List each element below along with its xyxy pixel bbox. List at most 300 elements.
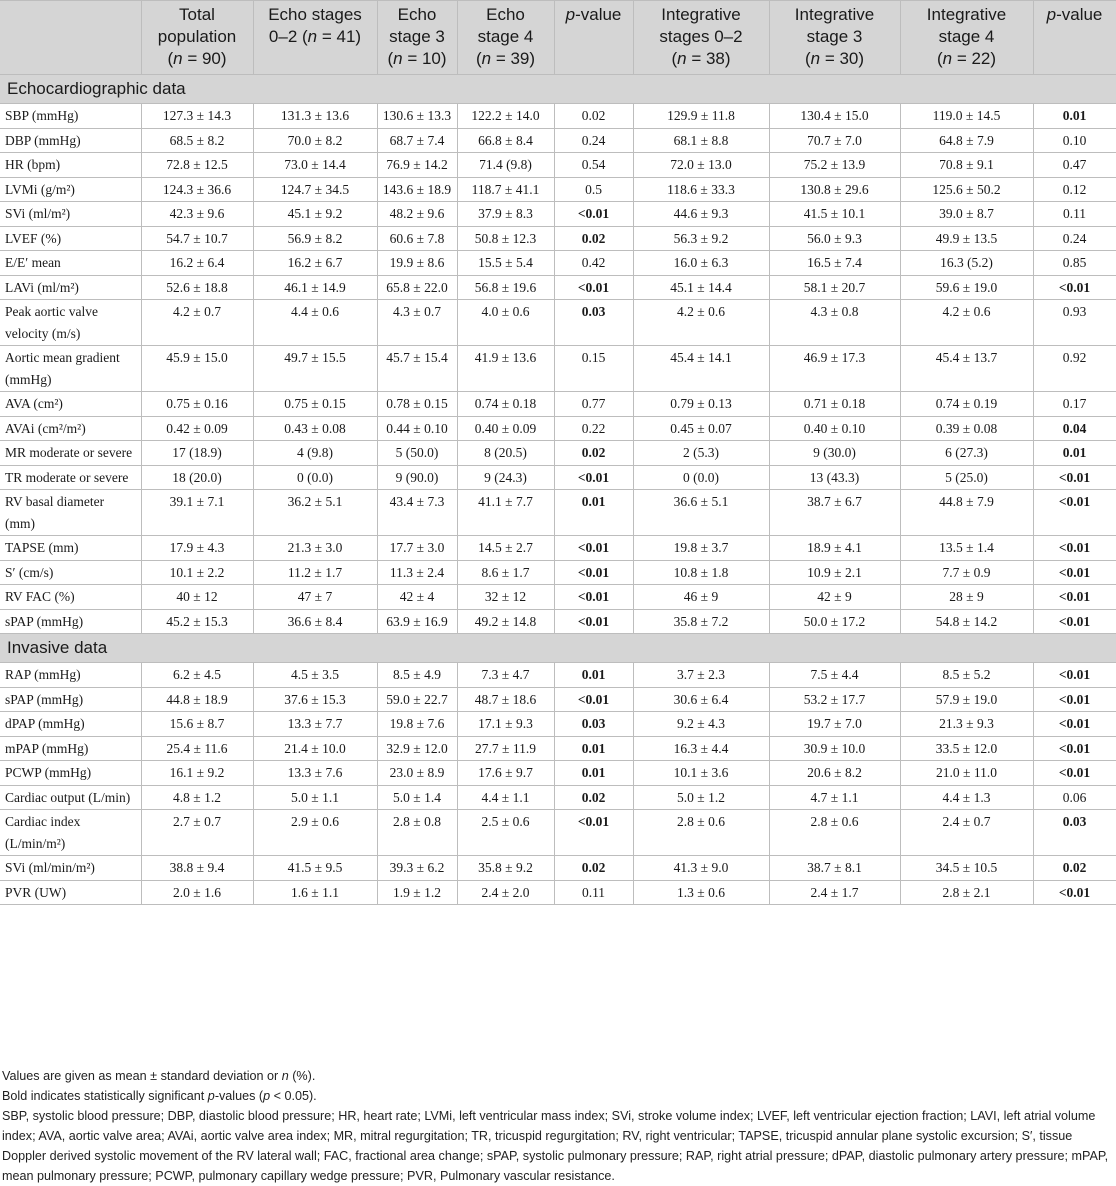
value-cell: 8.5 ± 4.9 <box>377 663 457 688</box>
column-header-line: p-value <box>565 5 622 24</box>
value-cell: 73.0 ± 14.4 <box>253 153 377 178</box>
p-value-cell: <0.01 <box>554 275 633 300</box>
value-cell: 70.0 ± 8.2 <box>253 128 377 153</box>
column-header-line: Integrative <box>794 5 875 24</box>
value-cell: 32 ± 12 <box>457 585 554 610</box>
value-cell: 21.3 ± 3.0 <box>253 536 377 561</box>
value-cell: 1.6 ± 1.1 <box>253 880 377 905</box>
p-value-cell: 0.01 <box>1033 441 1116 466</box>
table-row <box>0 880 1116 905</box>
column-header-line: Echo <box>397 5 437 24</box>
p-value-cell: 0.01 <box>554 663 633 688</box>
value-cell: 41.9 ± 13.6 <box>457 346 554 392</box>
value-cell: 45.9 ± 15.0 <box>141 346 253 392</box>
value-cell: 70.8 ± 9.1 <box>900 153 1033 178</box>
column-header-total <box>141 1 253 75</box>
value-cell: 42 ± 4 <box>377 585 457 610</box>
p-value-cell: 0.03 <box>1033 810 1116 856</box>
value-cell: 17 (18.9) <box>141 441 253 466</box>
column-header-line: (n = 38) <box>671 49 731 68</box>
table-row <box>0 465 1116 490</box>
value-cell: 42.3 ± 9.6 <box>141 202 253 227</box>
value-cell: 9 (30.0) <box>769 441 900 466</box>
header-row <box>0 1 1116 75</box>
value-cell: 4.2 ± 0.7 <box>141 300 253 346</box>
p-value-cell: <0.01 <box>1033 880 1116 905</box>
value-cell: 59.0 ± 22.7 <box>377 687 457 712</box>
value-cell: 65.8 ± 22.0 <box>377 275 457 300</box>
row-label: TAPSE (mm) <box>0 536 141 561</box>
p-value-cell: <0.01 <box>554 560 633 585</box>
row-label: SVi (ml/min/m²) <box>0 856 141 881</box>
value-cell: 17.9 ± 4.3 <box>141 536 253 561</box>
value-cell: 11.3 ± 2.4 <box>377 560 457 585</box>
value-cell: 76.9 ± 14.2 <box>377 153 457 178</box>
p-value-cell: <0.01 <box>554 687 633 712</box>
value-cell: 56.8 ± 19.6 <box>457 275 554 300</box>
column-header-label <box>0 1 141 75</box>
value-cell: 21.4 ± 10.0 <box>253 736 377 761</box>
row-label: SBP (mmHg) <box>0 104 141 129</box>
p-value-cell: 0.24 <box>1033 226 1116 251</box>
value-cell: 2.8 ± 0.8 <box>377 810 457 856</box>
value-cell: 4.3 ± 0.8 <box>769 300 900 346</box>
value-cell: 20.6 ± 8.2 <box>769 761 900 786</box>
p-value-cell: 0.03 <box>554 300 633 346</box>
value-cell: 0 (0.0) <box>253 465 377 490</box>
table-row <box>0 300 1116 346</box>
value-cell: 118.7 ± 41.1 <box>457 177 554 202</box>
value-cell: 9 (90.0) <box>377 465 457 490</box>
value-cell: 23.0 ± 8.9 <box>377 761 457 786</box>
value-cell: 0.45 ± 0.07 <box>633 416 769 441</box>
column-header-int3 <box>769 1 900 75</box>
value-cell: 1.9 ± 1.2 <box>377 880 457 905</box>
value-cell: 143.6 ± 18.9 <box>377 177 457 202</box>
value-cell: 9.2 ± 4.3 <box>633 712 769 737</box>
value-cell: 45.4 ± 14.1 <box>633 346 769 392</box>
value-cell: 54.7 ± 10.7 <box>141 226 253 251</box>
value-cell: 42 ± 9 <box>769 585 900 610</box>
footnote-bold: Bold indicates statistically significant p-values (p < 0.05). <box>2 1089 317 1103</box>
column-header-echo3 <box>377 1 457 75</box>
p-value-cell: 0.22 <box>554 416 633 441</box>
value-cell: 58.1 ± 20.7 <box>769 275 900 300</box>
value-cell: 5 (50.0) <box>377 441 457 466</box>
p-value-cell: 0.47 <box>1033 153 1116 178</box>
section-row <box>0 75 1116 104</box>
value-cell: 124.7 ± 34.5 <box>253 177 377 202</box>
value-cell: 11.2 ± 1.7 <box>253 560 377 585</box>
p-value-cell: 0.54 <box>554 153 633 178</box>
value-cell: 119.0 ± 14.5 <box>900 104 1033 129</box>
value-cell: 118.6 ± 33.3 <box>633 177 769 202</box>
table-row <box>0 687 1116 712</box>
p-value-cell: 0.02 <box>1033 856 1116 881</box>
value-cell: 4 (9.8) <box>253 441 377 466</box>
value-cell: 56.0 ± 9.3 <box>769 226 900 251</box>
value-cell: 7.3 ± 4.7 <box>457 663 554 688</box>
value-cell: 0.42 ± 0.09 <box>141 416 253 441</box>
value-cell: 0.39 ± 0.08 <box>900 416 1033 441</box>
value-cell: 0.40 ± 0.10 <box>769 416 900 441</box>
column-header-line: stage 4 <box>477 27 534 46</box>
value-cell: 68.1 ± 8.8 <box>633 128 769 153</box>
column-header-int4 <box>900 1 1033 75</box>
p-value-cell: <0.01 <box>1033 490 1116 536</box>
value-cell: 63.9 ± 16.9 <box>377 609 457 634</box>
p-value-cell: 0.02 <box>554 441 633 466</box>
table-row <box>0 609 1116 634</box>
value-cell: 32.9 ± 12.0 <box>377 736 457 761</box>
table-row <box>0 785 1116 810</box>
p-value-cell: 0.02 <box>554 226 633 251</box>
value-cell: 0.79 ± 0.13 <box>633 392 769 417</box>
value-cell: 38.7 ± 8.1 <box>769 856 900 881</box>
p-value-cell: <0.01 <box>1033 663 1116 688</box>
table-row <box>0 128 1116 153</box>
value-cell: 49.2 ± 14.8 <box>457 609 554 634</box>
p-value-cell: <0.01 <box>1033 609 1116 634</box>
section-title: Echocardiographic data <box>0 75 1116 104</box>
value-cell: 44.8 ± 7.9 <box>900 490 1033 536</box>
value-cell: 66.8 ± 8.4 <box>457 128 554 153</box>
value-cell: 38.8 ± 9.4 <box>141 856 253 881</box>
value-cell: 7.5 ± 4.4 <box>769 663 900 688</box>
value-cell: 16.1 ± 9.2 <box>141 761 253 786</box>
table-row <box>0 712 1116 737</box>
value-cell: 130.8 ± 29.6 <box>769 177 900 202</box>
row-label: AVA (cm²) <box>0 392 141 417</box>
column-header-p1 <box>554 1 633 75</box>
value-cell: 30.6 ± 6.4 <box>633 687 769 712</box>
value-cell: 57.9 ± 19.0 <box>900 687 1033 712</box>
value-cell: 34.5 ± 10.5 <box>900 856 1033 881</box>
value-cell: 16.2 ± 6.4 <box>141 251 253 276</box>
p-value-cell: 0.02 <box>554 104 633 129</box>
table-row <box>0 104 1116 129</box>
p-value-cell: 0.77 <box>554 392 633 417</box>
value-cell: 70.7 ± 7.0 <box>769 128 900 153</box>
value-cell: 13 (43.3) <box>769 465 900 490</box>
value-cell: 129.9 ± 11.8 <box>633 104 769 129</box>
value-cell: 37.6 ± 15.3 <box>253 687 377 712</box>
p-value-cell: <0.01 <box>554 202 633 227</box>
column-header-int02 <box>633 1 769 75</box>
value-cell: 56.9 ± 8.2 <box>253 226 377 251</box>
value-cell: 125.6 ± 50.2 <box>900 177 1033 202</box>
footnote-values: Values are given as mean ± standard deviation or n (%). <box>2 1069 316 1083</box>
value-cell: 41.5 ± 9.5 <box>253 856 377 881</box>
table-row <box>0 856 1116 881</box>
p-value-cell: 0.93 <box>1033 300 1116 346</box>
value-cell: 15.6 ± 8.7 <box>141 712 253 737</box>
value-cell: 2.9 ± 0.6 <box>253 810 377 856</box>
p-value-cell: <0.01 <box>1033 761 1116 786</box>
value-cell: 40 ± 12 <box>141 585 253 610</box>
value-cell: 10.1 ± 3.6 <box>633 761 769 786</box>
row-label: E/E′ mean <box>0 251 141 276</box>
value-cell: 18 (20.0) <box>141 465 253 490</box>
value-cell: 130.6 ± 13.3 <box>377 104 457 129</box>
value-cell: 49.7 ± 15.5 <box>253 346 377 392</box>
table-row <box>0 226 1116 251</box>
table-row <box>0 251 1116 276</box>
value-cell: 4.0 ± 0.6 <box>457 300 554 346</box>
row-label: TR moderate or severe <box>0 465 141 490</box>
value-cell: 2.4 ± 1.7 <box>769 880 900 905</box>
value-cell: 39.1 ± 7.1 <box>141 490 253 536</box>
value-cell: 2 (5.3) <box>633 441 769 466</box>
column-header-line: p-value <box>1046 5 1103 24</box>
p-value-cell: <0.01 <box>1033 712 1116 737</box>
value-cell: 19.8 ± 7.6 <box>377 712 457 737</box>
value-cell: 4.2 ± 0.6 <box>900 300 1033 346</box>
p-value-cell: 0.03 <box>554 712 633 737</box>
value-cell: 17.6 ± 9.7 <box>457 761 554 786</box>
p-value-cell: <0.01 <box>1033 275 1116 300</box>
table-footnotes <box>0 1066 1116 1186</box>
value-cell: 6.2 ± 4.5 <box>141 663 253 688</box>
value-cell: 41.5 ± 10.1 <box>769 202 900 227</box>
value-cell: 39.0 ± 8.7 <box>900 202 1033 227</box>
p-value-cell: 0.10 <box>1033 128 1116 153</box>
value-cell: 2.7 ± 0.7 <box>141 810 253 856</box>
value-cell: 3.7 ± 2.3 <box>633 663 769 688</box>
value-cell: 8 (20.5) <box>457 441 554 466</box>
value-cell: 19.7 ± 7.0 <box>769 712 900 737</box>
table-row <box>0 177 1116 202</box>
p-value-cell: <0.01 <box>1033 536 1116 561</box>
p-value-cell: <0.01 <box>554 609 633 634</box>
column-header-line: (n = 90) <box>167 49 227 68</box>
p-value-cell: 0.12 <box>1033 177 1116 202</box>
value-cell: 5.0 ± 1.1 <box>253 785 377 810</box>
p-value-cell: <0.01 <box>1033 465 1116 490</box>
value-cell: 45.1 ± 9.2 <box>253 202 377 227</box>
table-row <box>0 153 1116 178</box>
value-cell: 6 (27.3) <box>900 441 1033 466</box>
row-label: dPAP (mmHg) <box>0 712 141 737</box>
p-value-cell: 0.42 <box>554 251 633 276</box>
column-header-line: (n = 10) <box>387 49 447 68</box>
column-header-line: (n = 30) <box>804 49 865 68</box>
table-row <box>0 346 1116 392</box>
value-cell: 50.0 ± 17.2 <box>769 609 900 634</box>
table-row <box>0 441 1116 466</box>
value-cell: 45.2 ± 15.3 <box>141 609 253 634</box>
value-cell: 130.4 ± 15.0 <box>769 104 900 129</box>
value-cell: 46.9 ± 17.3 <box>769 346 900 392</box>
p-value-cell: <0.01 <box>554 536 633 561</box>
table-row <box>0 392 1116 417</box>
value-cell: 0.74 ± 0.18 <box>457 392 554 417</box>
p-value-cell: 0.92 <box>1033 346 1116 392</box>
value-cell: 124.3 ± 36.6 <box>141 177 253 202</box>
value-cell: 0.43 ± 0.08 <box>253 416 377 441</box>
column-header-line: stage 3 <box>806 27 863 46</box>
value-cell: 131.3 ± 13.6 <box>253 104 377 129</box>
column-header-line: Echo <box>486 5 525 24</box>
p-value-cell: <0.01 <box>1033 736 1116 761</box>
value-cell: 4.3 ± 0.7 <box>377 300 457 346</box>
p-value-cell: 0.5 <box>554 177 633 202</box>
value-cell: 60.6 ± 7.8 <box>377 226 457 251</box>
value-cell: 68.5 ± 8.2 <box>141 128 253 153</box>
row-label: LAVi (ml/m²) <box>0 275 141 300</box>
value-cell: 5.0 ± 1.4 <box>377 785 457 810</box>
value-cell: 35.8 ± 9.2 <box>457 856 554 881</box>
column-header-line: stage 3 <box>389 27 445 46</box>
value-cell: 1.3 ± 0.6 <box>633 880 769 905</box>
row-label: PVR (UW) <box>0 880 141 905</box>
value-cell: 17.7 ± 3.0 <box>377 536 457 561</box>
value-cell: 10.8 ± 1.8 <box>633 560 769 585</box>
value-cell: 0.78 ± 0.15 <box>377 392 457 417</box>
column-header-line: stage 4 <box>938 27 995 46</box>
section-row <box>0 634 1116 663</box>
value-cell: 16.3 ± 4.4 <box>633 736 769 761</box>
value-cell: 75.2 ± 13.9 <box>769 153 900 178</box>
row-label: RV FAC (%) <box>0 585 141 610</box>
value-cell: 45.1 ± 14.4 <box>633 275 769 300</box>
value-cell: 2.5 ± 0.6 <box>457 810 554 856</box>
p-value-cell: 0.17 <box>1033 392 1116 417</box>
table-body <box>0 75 1116 905</box>
table-row <box>0 416 1116 441</box>
value-cell: 10.1 ± 2.2 <box>141 560 253 585</box>
value-cell: 4.4 ± 1.3 <box>900 785 1033 810</box>
value-cell: 47 ± 7 <box>253 585 377 610</box>
value-cell: 8.6 ± 1.7 <box>457 560 554 585</box>
value-cell: 54.8 ± 14.2 <box>900 609 1033 634</box>
value-cell: 4.5 ± 3.5 <box>253 663 377 688</box>
table-row <box>0 585 1116 610</box>
value-cell: 4.2 ± 0.6 <box>633 300 769 346</box>
p-value-cell: 0.85 <box>1033 251 1116 276</box>
column-header-line: population <box>157 27 237 46</box>
p-value-cell: <0.01 <box>554 810 633 856</box>
value-cell: 52.6 ± 18.8 <box>141 275 253 300</box>
value-cell: 9 (24.3) <box>457 465 554 490</box>
value-cell: 37.9 ± 8.3 <box>457 202 554 227</box>
value-cell: 50.8 ± 12.3 <box>457 226 554 251</box>
value-cell: 48.7 ± 18.6 <box>457 687 554 712</box>
column-header-line: (n = 22) <box>936 49 997 68</box>
row-label: SVi (ml/m²) <box>0 202 141 227</box>
table-row <box>0 810 1116 856</box>
table-row <box>0 736 1116 761</box>
column-header-line: Echo stages <box>268 5 362 24</box>
value-cell: 41.3 ± 9.0 <box>633 856 769 881</box>
p-value-cell: <0.01 <box>554 585 633 610</box>
p-value-cell: 0.11 <box>554 880 633 905</box>
value-cell: 16.3 (5.2) <box>900 251 1033 276</box>
value-cell: 10.9 ± 2.1 <box>769 560 900 585</box>
row-label: DBP (mmHg) <box>0 128 141 153</box>
value-cell: 49.9 ± 13.5 <box>900 226 1033 251</box>
value-cell: 25.4 ± 11.6 <box>141 736 253 761</box>
value-cell: 16.2 ± 6.7 <box>253 251 377 276</box>
footnote-abbreviations: SBP, systolic blood pressure; DBP, diastolic blood pressure; HR, heart rate; LVMi, left ventricular mass index; SVi, stroke volume index; LVEF, left ventricular ejection fraction; LAVI, left atrial volume index; AVA, aortic valve area; AVAi, aortic valve area index; MR, mitral regurgitation; TR, tricuspid regurgitation; RV, right ventricular; TAPSE, tricuspid annular plane systolic excursion; S′, tissue Doppler derived systolic movement of the RV lateral wall; FAC, fractional area change; sPAP, systolic pulmonary pressure; RAP, right atrial pressure; dPAP, diastolic pulmonary artery pressure; mPAP, mean pulmonary pressure; PCWP, pulmonary capillary wedge pressure; PVR, Pulmonary vascular resistance. <box>2 1109 1109 1183</box>
p-value-cell: <0.01 <box>554 465 633 490</box>
value-cell: 53.2 ± 17.7 <box>769 687 900 712</box>
row-label: sPAP (mmHg) <box>0 609 141 634</box>
row-label: S′ (cm/s) <box>0 560 141 585</box>
p-value-cell: <0.01 <box>1033 560 1116 585</box>
value-cell: 14.5 ± 2.7 <box>457 536 554 561</box>
value-cell: 4.7 ± 1.1 <box>769 785 900 810</box>
value-cell: 35.8 ± 7.2 <box>633 609 769 634</box>
p-value-cell: 0.01 <box>1033 104 1116 129</box>
value-cell: 0.40 ± 0.09 <box>457 416 554 441</box>
p-value-cell: 0.01 <box>554 761 633 786</box>
value-cell: 15.5 ± 5.4 <box>457 251 554 276</box>
value-cell: 36.6 ± 8.4 <box>253 609 377 634</box>
value-cell: 8.5 ± 5.2 <box>900 663 1033 688</box>
value-cell: 21.3 ± 9.3 <box>900 712 1033 737</box>
value-cell: 45.4 ± 13.7 <box>900 346 1033 392</box>
value-cell: 64.8 ± 7.9 <box>900 128 1033 153</box>
value-cell: 68.7 ± 7.4 <box>377 128 457 153</box>
value-cell: 36.2 ± 5.1 <box>253 490 377 536</box>
value-cell: 30.9 ± 10.0 <box>769 736 900 761</box>
table-row <box>0 761 1116 786</box>
value-cell: 44.8 ± 18.9 <box>141 687 253 712</box>
value-cell: 27.7 ± 11.9 <box>457 736 554 761</box>
value-cell: 41.1 ± 7.7 <box>457 490 554 536</box>
value-cell: 2.4 ± 2.0 <box>457 880 554 905</box>
p-value-cell: 0.24 <box>554 128 633 153</box>
value-cell: 16.5 ± 7.4 <box>769 251 900 276</box>
value-cell: 28 ± 9 <box>900 585 1033 610</box>
column-header-line: stages 0–2 <box>659 27 743 46</box>
table-header <box>0 1 1116 75</box>
value-cell: 2.8 ± 2.1 <box>900 880 1033 905</box>
value-cell: 72.0 ± 13.0 <box>633 153 769 178</box>
row-label: Peak aortic valve velocity (m/s) <box>0 300 141 346</box>
value-cell: 122.2 ± 14.0 <box>457 104 554 129</box>
column-header-line: (n = 39) <box>475 49 536 68</box>
value-cell: 2.8 ± 0.6 <box>769 810 900 856</box>
value-cell: 4.8 ± 1.2 <box>141 785 253 810</box>
p-value-cell: 0.01 <box>554 490 633 536</box>
table-row <box>0 663 1116 688</box>
table-row <box>0 202 1116 227</box>
value-cell: 21.0 ± 11.0 <box>900 761 1033 786</box>
value-cell: 0.75 ± 0.15 <box>253 392 377 417</box>
value-cell: 46.1 ± 14.9 <box>253 275 377 300</box>
column-header-line: 0–2 (n = 41) <box>268 27 362 46</box>
column-header-echo02 <box>253 1 377 75</box>
column-header-line: Integrative <box>661 5 741 24</box>
value-cell: 19.8 ± 3.7 <box>633 536 769 561</box>
value-cell: 7.7 ± 0.9 <box>900 560 1033 585</box>
p-value-cell: 0.04 <box>1033 416 1116 441</box>
value-cell: 0.74 ± 0.19 <box>900 392 1033 417</box>
value-cell: 4.4 ± 1.1 <box>457 785 554 810</box>
value-cell: 72.8 ± 12.5 <box>141 153 253 178</box>
value-cell: 39.3 ± 6.2 <box>377 856 457 881</box>
row-label: mPAP (mmHg) <box>0 736 141 761</box>
row-label: Aortic mean gradient (mmHg) <box>0 346 141 392</box>
value-cell: 13.3 ± 7.6 <box>253 761 377 786</box>
p-value-cell: <0.01 <box>1033 585 1116 610</box>
value-cell: 4.4 ± 0.6 <box>253 300 377 346</box>
value-cell: 127.3 ± 14.3 <box>141 104 253 129</box>
value-cell: 45.7 ± 15.4 <box>377 346 457 392</box>
value-cell: 44.6 ± 9.3 <box>633 202 769 227</box>
